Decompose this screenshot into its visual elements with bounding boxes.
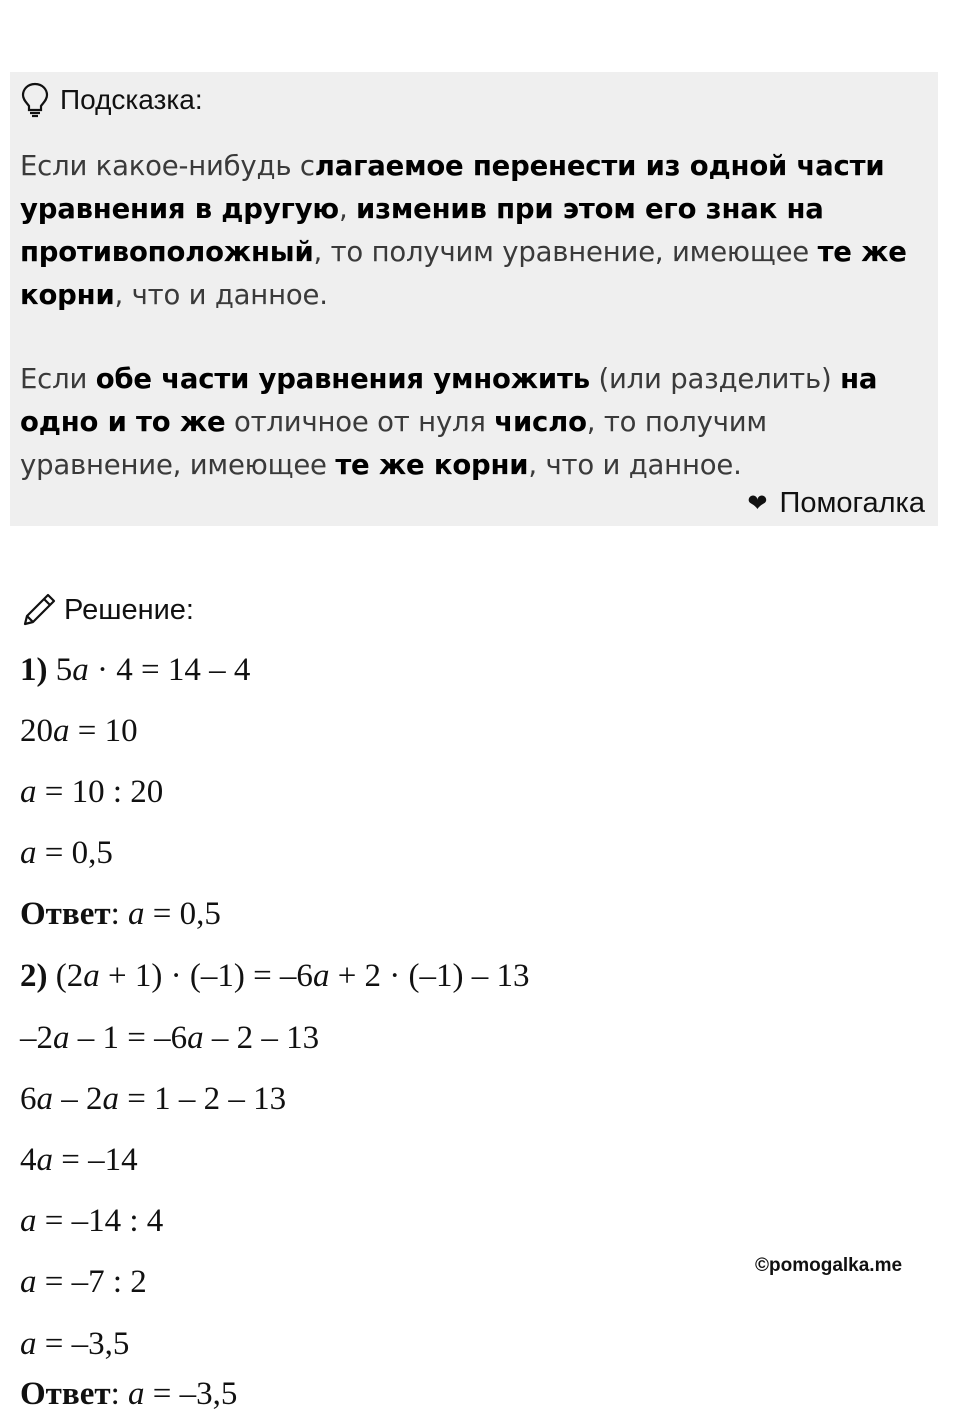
solution-line (20, 1326, 129, 1363)
hint-bold-text: те же корни (335, 449, 529, 481)
expression: · 4 = 14 – 4 (88, 652, 251, 688)
variable: a (187, 1020, 204, 1056)
expression: : (110, 1376, 128, 1412)
hint-text: , то получим уравнение, имеющее (313, 236, 818, 268)
hint-bold-text: лагаемое перенести из одной части уравнения в другую (20, 150, 885, 225)
solution-line (20, 896, 221, 933)
expression: = –14 : 4 (36, 1203, 164, 1239)
expression: 6 (20, 1081, 37, 1117)
variable: a (20, 1264, 37, 1300)
hint-text: , (338, 193, 357, 225)
expression: + 2 · (–1) – 13 (329, 958, 530, 994)
expression: + 1) · (–1) = –6 (99, 958, 313, 994)
hint-text: , что и данное. (528, 449, 742, 481)
hint-text: , что и данное. (114, 279, 328, 311)
solution-line (20, 1203, 163, 1240)
watermark: ©pomogalka.me (755, 1255, 903, 1276)
variable: a (53, 1020, 70, 1056)
solution-label: Ответ (20, 896, 111, 932)
expression: – 2 – 13 (203, 1020, 320, 1056)
expression: = 10 (69, 713, 138, 749)
brand-label: Помогалка (779, 487, 925, 519)
solution-line (20, 835, 113, 872)
variable: a (312, 958, 330, 994)
solution-line (20, 774, 163, 811)
expression: : (110, 896, 128, 932)
solution-line (20, 1081, 286, 1118)
hint-text: Если (20, 363, 96, 395)
hint-bold-text: обе части уравнения умножить (95, 363, 590, 395)
heart-icon: ❤ (747, 490, 768, 517)
expression: 20 (20, 713, 53, 749)
hint-text: Если какое-нибудь с (20, 150, 315, 182)
hint-bold-text: те же корни (20, 236, 907, 311)
expression: – 2 (53, 1081, 103, 1117)
variable: a (20, 774, 37, 810)
solution-title (20, 590, 194, 630)
pencil-icon (20, 591, 58, 629)
variable: a (20, 1326, 37, 1362)
expression: = 1 – 2 – 13 (119, 1081, 287, 1117)
variable: a (127, 1376, 145, 1412)
expression: = –3,5 (144, 1376, 238, 1412)
expression: = –3,5 (36, 1326, 130, 1362)
solution-label: Ответ (20, 1376, 111, 1412)
hint-paragraph-2 (20, 358, 925, 487)
expression: = 0,5 (144, 896, 221, 932)
expression: = 0,5 (36, 835, 113, 871)
solution-line (20, 958, 530, 995)
variable: a (127, 896, 145, 932)
variable: a (20, 1203, 37, 1239)
hint-title (20, 80, 203, 120)
lightbulb-icon (20, 82, 50, 118)
variable: a (83, 958, 100, 994)
hint-text: , то получим уравнение, имеющее (20, 406, 767, 481)
solution-line (20, 1376, 237, 1413)
expression: –2 (20, 1020, 53, 1056)
hint-bold-text: на одно и то же (20, 363, 878, 438)
brand (747, 487, 925, 520)
variable: a (36, 1142, 53, 1178)
solution-line (20, 652, 250, 689)
solution-line (20, 713, 138, 750)
expression: – 1 = –6 (69, 1020, 188, 1056)
solution-line (20, 1264, 147, 1301)
variable: a (102, 1081, 119, 1117)
solution-line (20, 1020, 319, 1057)
solution-label: 1) (20, 652, 48, 688)
expression: 4 (20, 1142, 37, 1178)
solution-label: 2) (20, 958, 48, 994)
expression: = 10 : 20 (36, 774, 164, 810)
solution-title-text: Решение: (64, 593, 194, 626)
expression: (2 (47, 958, 84, 994)
expression: 5 (47, 652, 73, 688)
expression: = –7 : 2 (36, 1264, 147, 1300)
variable: a (36, 1081, 53, 1117)
hint-text: отличное от нуля (225, 406, 495, 438)
hint-text: (или разделить) (589, 363, 841, 395)
variable: a (20, 835, 37, 871)
variable: a (72, 652, 89, 688)
hint-paragraph-1 (20, 145, 925, 317)
variable: a (53, 713, 70, 749)
hint-bold-text: число (494, 406, 587, 438)
expression: = –14 (53, 1142, 138, 1178)
hint-title-text: Подсказка: (60, 84, 203, 115)
hint-bold-text: изменив при этом его знак на противоположный (20, 193, 824, 268)
solution-line (20, 1142, 138, 1179)
